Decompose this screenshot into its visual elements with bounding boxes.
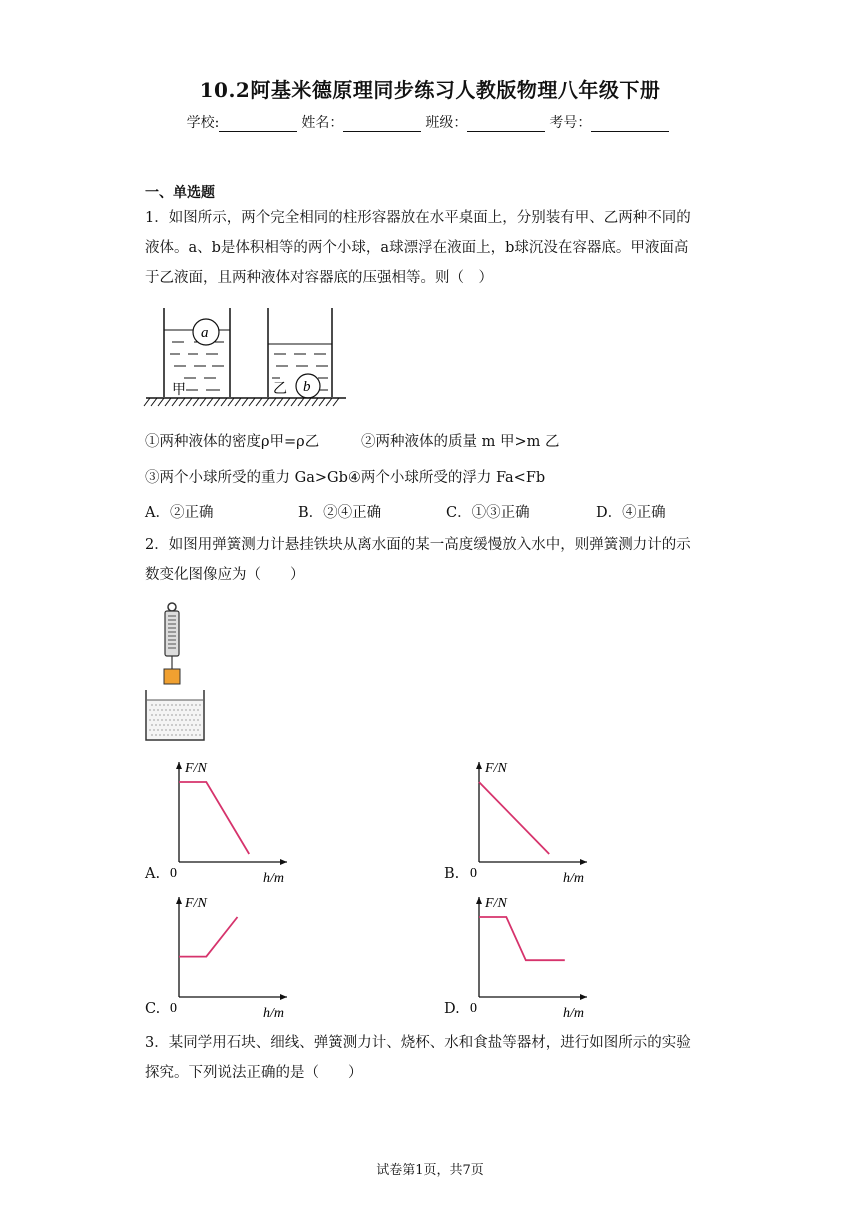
graph-line [179, 917, 238, 957]
hatch-mark [228, 398, 234, 406]
x-axis-label: h/m [263, 1006, 284, 1019]
water-dot [161, 709, 162, 710]
water-dot [187, 724, 188, 725]
hatch-mark [326, 398, 332, 406]
water-dot [195, 724, 196, 725]
water-dot [167, 704, 168, 705]
hatch-mark [172, 398, 178, 406]
water-dot [179, 704, 180, 705]
y-axis-arrow [476, 897, 482, 904]
water-dot [159, 724, 160, 725]
q1-line-3: 于乙液面，且两种液体对容器底的压强相等。则（ ） [145, 270, 493, 286]
q2-line-2: 数变化图像应为（ ） [145, 567, 305, 583]
water-dot [167, 724, 168, 725]
water-dot [169, 719, 170, 720]
q1-option-a[interactable]: A．②正确 [145, 505, 214, 521]
student-info-line [0, 112, 860, 132]
q1-line-2: 液体。a、b是体积相等的两个小球，a球漂浮在液面上，b球沉没在容器底。甲液面高 [145, 240, 689, 256]
hatch-mark [298, 398, 304, 406]
water-dot [167, 734, 168, 735]
origin-label: 0 [470, 866, 477, 881]
hatch-mark [263, 398, 269, 406]
y-axis-label: F/N [185, 896, 207, 911]
water-dot [193, 709, 194, 710]
school-blank[interactable] [219, 117, 297, 132]
water-dot [161, 719, 162, 720]
hatch-mark [200, 398, 206, 406]
question-3-text [145, 1028, 725, 1088]
water-dot [163, 734, 164, 735]
q1-option-d[interactable]: D．④正确 [596, 505, 666, 521]
q1-option-b[interactable]: B．②④正确 [298, 505, 382, 521]
water-dot [191, 714, 192, 715]
water-dot [199, 704, 200, 705]
water-dot [177, 729, 178, 730]
number-blank[interactable] [591, 117, 669, 132]
water-dot [185, 709, 186, 710]
q2-option-b[interactable]: B. [444, 866, 460, 882]
water-dot [169, 729, 170, 730]
water-dot [155, 724, 156, 725]
page-footer: 试卷第1页，共7页 [376, 1163, 484, 1178]
water-dot [159, 704, 160, 705]
graph-c [165, 887, 295, 1019]
water-dot [151, 734, 152, 735]
y-axis-arrow [176, 762, 182, 769]
hatch-mark [242, 398, 248, 406]
water-dot [181, 719, 182, 720]
y-axis-arrow [176, 897, 182, 904]
y-axis-label: F/N [185, 761, 207, 776]
water-dot [157, 729, 158, 730]
hatch-mark [305, 398, 311, 406]
water-dot [199, 734, 200, 735]
water-dot [149, 709, 150, 710]
water-dot [183, 724, 184, 725]
water-dot [179, 714, 180, 715]
water-dot [195, 734, 196, 735]
water-dot [177, 719, 178, 720]
water-dot [185, 729, 186, 730]
water-dot [181, 729, 182, 730]
hatch-mark [319, 398, 325, 406]
water-dot [175, 714, 176, 715]
water-dot [155, 714, 156, 715]
hatch-mark [277, 398, 283, 406]
section-heading: 一、单选题 [145, 185, 215, 201]
water-dot [199, 724, 200, 725]
hatch-mark [179, 398, 185, 406]
water-dot [171, 724, 172, 725]
water-dot [167, 714, 168, 715]
q1-statement-1: ①两种液体的密度ρ甲=ρ乙 [145, 434, 320, 450]
water-dot [169, 709, 170, 710]
hatch-mark [291, 398, 297, 406]
water-dot [191, 734, 192, 735]
name-blank[interactable] [343, 117, 421, 132]
water-dot [173, 729, 174, 730]
water-dot [165, 719, 166, 720]
water-dot [149, 729, 150, 730]
q3-line-2: 探究。下列说法正确的是（ ） [145, 1065, 363, 1081]
water-dot [191, 724, 192, 725]
container-yi [268, 308, 332, 398]
water-dot [171, 714, 172, 715]
water-dot [191, 704, 192, 705]
question-1-text [145, 203, 725, 293]
water-dot [159, 734, 160, 735]
q1-statement-2: ②两种液体的质量 m 甲>m 乙 [361, 434, 560, 450]
water-dot [165, 729, 166, 730]
water-dot [187, 714, 188, 715]
hatch-mark [186, 398, 192, 406]
water-dot [197, 729, 198, 730]
ball-b-label: b [303, 379, 311, 395]
water-dot [165, 709, 166, 710]
x-axis-arrow [280, 859, 287, 865]
water-dot [163, 704, 164, 705]
water-dot [197, 719, 198, 720]
y-axis-label: F/N [485, 761, 507, 776]
origin-label: 0 [170, 1001, 177, 1016]
x-axis-arrow [580, 859, 587, 865]
water-dot [173, 719, 174, 720]
school-label: 学校: [186, 115, 220, 131]
graph-line [479, 917, 565, 960]
hatch-mark [207, 398, 213, 406]
hatch-mark [151, 398, 157, 406]
graph-line [479, 782, 549, 854]
water-dot [187, 704, 188, 705]
hatch-mark [284, 398, 290, 406]
q1-option-c[interactable]: C．①③正确 [446, 505, 530, 521]
water-dot [183, 714, 184, 715]
water-dot [171, 734, 172, 735]
water-dot [185, 719, 186, 720]
ball-a-label: a [201, 325, 209, 341]
water-dot [157, 719, 158, 720]
water-dot [187, 734, 188, 735]
water-dot [159, 714, 160, 715]
water-dot [181, 709, 182, 710]
q1-line-1: 1．如图所示，两个完全相同的柱形容器放在水平桌面上，分别装有甲、乙两种不同的 [145, 210, 691, 226]
water-dot [189, 709, 190, 710]
hatch-mark [256, 398, 262, 406]
container-jia [164, 308, 230, 398]
hatch-mark [144, 398, 150, 406]
x-axis-arrow [280, 994, 287, 1000]
water-dot [195, 714, 196, 715]
page-title: 10.2阿基米德原理同步练习人教版物理八年级下册 [199, 78, 661, 102]
iron-block [164, 669, 180, 684]
q2-figure-spring-scale [140, 600, 210, 745]
water-dot [171, 704, 172, 705]
water-dot [193, 719, 194, 720]
water-dot [197, 709, 198, 710]
q3-line-1: 3．某同学用石块、细线、弹簧测力计、烧杯、水和食盐等器材，进行如图所示的实验 [145, 1035, 691, 1051]
number-label: 考号： [549, 115, 592, 131]
water-dot [163, 714, 164, 715]
hatch-mark [249, 398, 255, 406]
x-axis-arrow [580, 994, 587, 1000]
class-label: 班级： [425, 115, 468, 131]
water [147, 700, 203, 739]
water-dot [193, 729, 194, 730]
water-dot [173, 709, 174, 710]
water-dot [199, 714, 200, 715]
table-hatching [144, 398, 339, 406]
label-yi: 乙 [273, 382, 287, 397]
q1-statement-3: ③两个小球所受的重力 Ga>Gb④两个小球所受的浮力 Fa<Fb [145, 470, 546, 486]
spring-scale-body [165, 611, 179, 656]
x-axis-label: h/m [563, 871, 584, 884]
graph-d [465, 887, 595, 1019]
water-dot [189, 719, 190, 720]
hatch-mark [235, 398, 241, 406]
water-dot [151, 704, 152, 705]
q2-option-a[interactable]: A. [145, 866, 161, 882]
x-axis-label: h/m [263, 871, 284, 884]
water-dot [195, 704, 196, 705]
question-2-text [145, 530, 725, 590]
hatch-mark [193, 398, 199, 406]
water-dot [153, 709, 154, 710]
hatch-mark [165, 398, 171, 406]
q2-line-1: 2．如图用弹簧测力计悬挂铁块从离水面的某一高度缓慢放入水中，则弹簧测力计的示 [145, 537, 691, 553]
hatch-mark [312, 398, 318, 406]
water-dot [149, 719, 150, 720]
water-dot [155, 734, 156, 735]
label-jia: 甲 [172, 383, 186, 398]
scale-hook-top [168, 603, 176, 611]
hatch-mark [221, 398, 227, 406]
water-dot [161, 729, 162, 730]
hatch-mark [158, 398, 164, 406]
hatch-mark [214, 398, 220, 406]
water-dot [153, 719, 154, 720]
water-dot [177, 709, 178, 710]
hatch-mark [333, 398, 339, 406]
water-dot [189, 729, 190, 730]
water-dot [157, 709, 158, 710]
name-label: 姓名： [301, 115, 344, 131]
water-dot [155, 704, 156, 705]
water-dot [153, 729, 154, 730]
water-dot [163, 724, 164, 725]
origin-label: 0 [170, 866, 177, 881]
water-dot [175, 724, 176, 725]
water-dot [151, 724, 152, 725]
graph-a [165, 752, 295, 884]
q1-figure-containers [140, 302, 355, 412]
water-dot [179, 734, 180, 735]
graph-line [179, 782, 249, 854]
water-dot [183, 704, 184, 705]
water-dot [175, 704, 176, 705]
q2-option-d[interactable]: D. [444, 1001, 460, 1017]
graph-b [465, 752, 595, 884]
y-axis-arrow [476, 762, 482, 769]
class-blank[interactable] [467, 117, 545, 132]
y-axis-label: F/N [485, 896, 507, 911]
origin-label: 0 [470, 1001, 477, 1016]
x-axis-label: h/m [563, 1006, 584, 1019]
water-dot [175, 734, 176, 735]
water-dot [183, 734, 184, 735]
q2-option-c[interactable]: C. [145, 1001, 161, 1017]
water-dot [151, 714, 152, 715]
water-dot [179, 724, 180, 725]
hatch-mark [270, 398, 276, 406]
